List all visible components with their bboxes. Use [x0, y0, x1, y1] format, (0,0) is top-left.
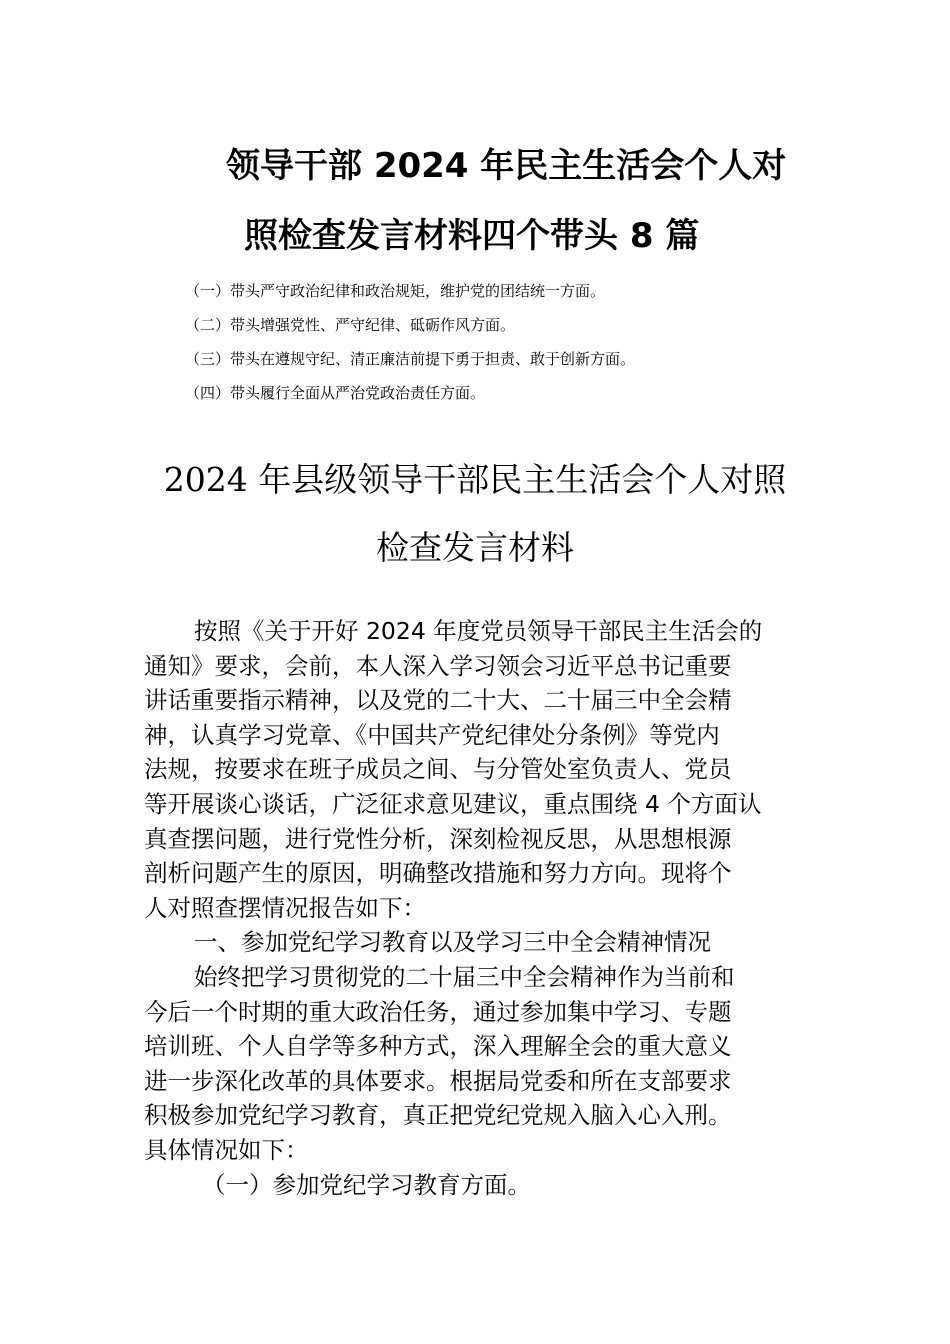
toc-item: （四）带头履行全面从严治党政治责任方面。: [185, 384, 486, 402]
paragraph-line: 通知》要求，会前，本人深入学习领会习近平总书记重要: [144, 651, 732, 680]
paragraph-line: 具体情况如下：: [144, 1135, 309, 1164]
paragraph-line: 积极参加党纪学习教育，真正把党纪党规入脑入心入刑。: [144, 1101, 732, 1130]
section-heading: 一、参加党纪学习教育以及学习三中全会精神情况: [194, 928, 711, 957]
paragraph-line: 按照《关于开好 2024 年度党员领导干部民主生活会的: [194, 617, 763, 645]
paragraph-line: 真查摆问题，进行党性分析，深刻检视反思，从思想根源: [144, 824, 732, 853]
paragraph-line: 人对照查摆情况报告如下：: [144, 893, 426, 922]
main-title-line-1: 领导干部 2024 年民主生活会个人对: [226, 146, 787, 186]
paragraph-line: 神，认真学习党章、《中国共产党纪律处分条例》等党内: [144, 720, 720, 749]
toc-item: （二）带头增强党性、严守纪律、砥砺作风方面。: [185, 316, 516, 334]
paragraph-line: 法规，按要求在班子成员之间、与分管处室负责人、党员: [144, 755, 732, 784]
subsection-heading: （一）参加党纪学习教育方面。: [202, 1170, 531, 1199]
main-title-line-2: 照检查发言材料四个带头 8 篇: [244, 216, 700, 256]
paragraph-line: 等开展谈心谈话，广泛征求意见建议，重点围绕 4 个方面认: [144, 789, 762, 818]
toc-item: （一）带头严守政治纪律和政治规矩，维护党的团结统一方面。: [185, 282, 606, 300]
paragraph-line: 进一步深化改革的具体要求。根据局党委和所在支部要求: [144, 1066, 732, 1095]
paragraph-line: 始终把学习贯彻党的二十届三中全会精神作为当前和: [194, 962, 735, 991]
toc-item: （三）带头在遵规守纪、清正廉洁前提下勇于担责、敢于创新方面。: [185, 350, 636, 368]
paragraph-line: 讲话重要指示精神，以及党的二十大、二十届三中全会精: [144, 686, 732, 715]
article-body: [144, 614, 810, 1202]
paragraph-line: 培训班、个人自学等多种方式，深入理解全会的重大意义: [144, 1032, 732, 1061]
paragraph-line: 今后一个时期的重大政治任务，通过参加集中学习、专题: [144, 997, 732, 1026]
article-title-line-1: 2024 年县级领导干部民主生活会个人对照: [163, 460, 787, 499]
paragraph-line: 剖析问题产生的原因，明确整改措施和努力方向。现将个: [144, 859, 732, 888]
article-title-line-2: 检查发言材料: [376, 528, 574, 567]
toc-list: [185, 274, 885, 410]
